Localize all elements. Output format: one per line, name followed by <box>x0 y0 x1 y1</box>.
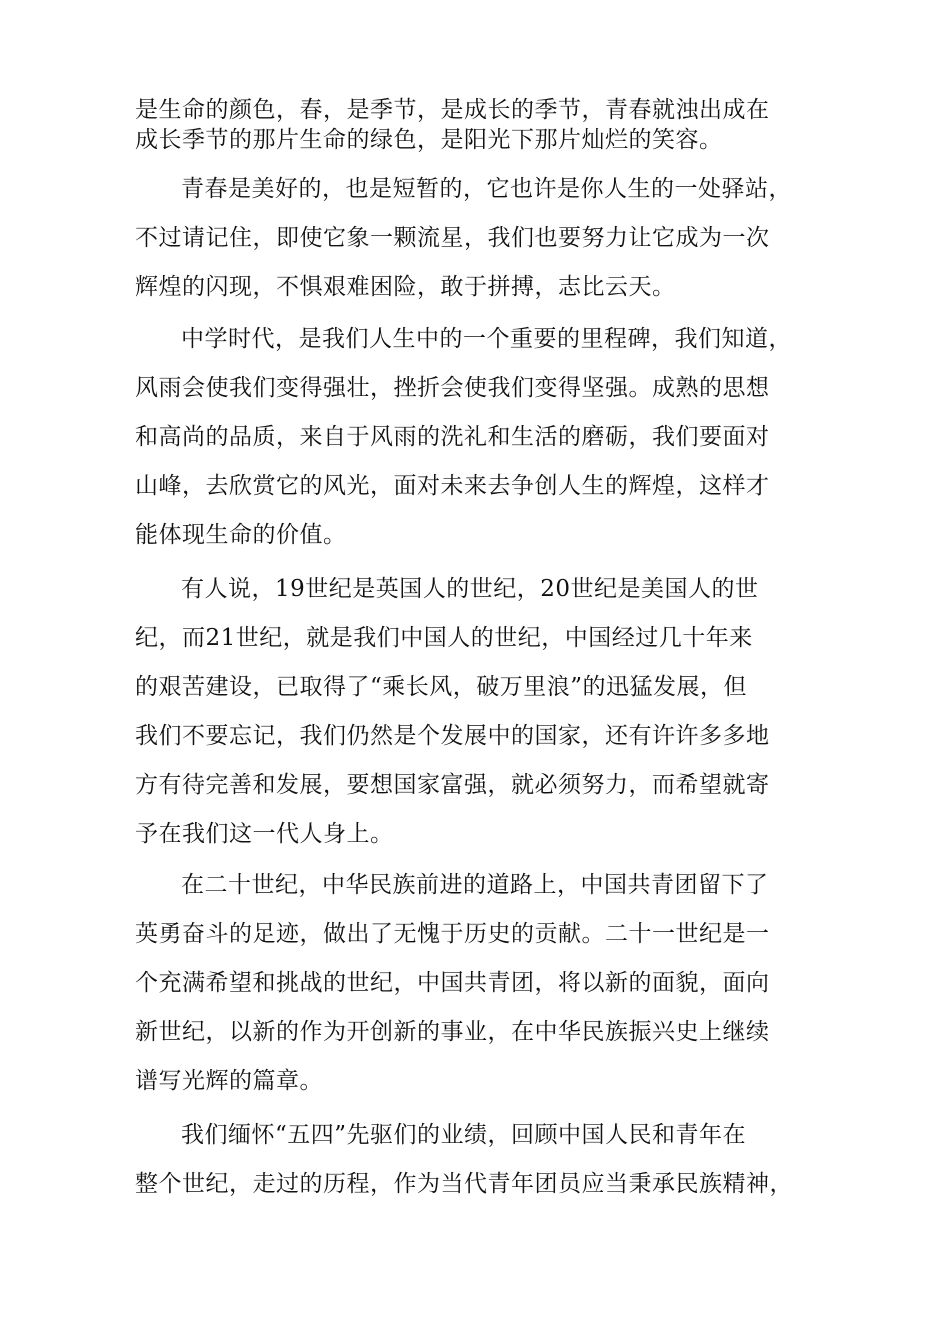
paragraph-line: 山峰，去欣赏它的风光，面对未来去争创人生的辉煌，这样才 <box>135 473 770 499</box>
paragraph-line: 个充满希望和挑战的世纪，中国共青团，将以新的面貌，面向 <box>135 970 770 996</box>
paragraph-line: 我们缅怀“五四”先驱们的业绩，回顾中国人民和青年在 <box>181 1122 747 1148</box>
paragraph-line: 予在我们这一代人身上。 <box>135 821 394 847</box>
paragraph-line: 谱写光辉的篇章。 <box>135 1068 323 1094</box>
paragraph-line: 整个世纪，走过的历程，作为当代青年团员应当秉承民族精神， <box>135 1171 793 1197</box>
paragraph-line: 青春是美好的，也是短暂的，它也许是你人生的一处驿站， <box>181 176 792 202</box>
paragraph-line: 纪，而21世纪，就是我们中国人的世纪，中国经过几十年来 <box>135 625 753 651</box>
paragraph-line: 成长季节的那片生命的绿色，是阳光下那片灿烂的笑容。 <box>135 127 723 153</box>
paragraph-line: 中学时代，是我们人生中的一个重要的里程碑，我们知道， <box>181 326 792 352</box>
paragraph-line: 是生命的颜色，春，是季节，是成长的季节，青春就浊出成在 <box>135 97 770 123</box>
paragraph-line: 不过请记住，即使它象一颗流星，我们也要努力让它成为一次 <box>135 225 770 251</box>
paragraph-line: 我们不要忘记，我们仍然是个发展中的国家，还有许许多多地 <box>135 723 770 749</box>
paragraph-line: 的艰苦建设，已取得了“乘长风，破万里浪”的迅猛发展，但 <box>135 674 748 700</box>
paragraph-line: 能体现生命的价值。 <box>135 522 347 548</box>
paragraph-line: 有人说，19世纪是英国人的世纪，20世纪是美国人的世 <box>181 576 759 602</box>
paragraph-line: 风雨会使我们变得强壮，挫折会使我们变得坚强。成熟的思想 <box>135 375 770 401</box>
paragraph-line: 英勇奋斗的足迹，做出了无愧于历史的贡献。二十一世纪是一 <box>135 921 770 947</box>
paragraph-line: 在二十世纪，中华民族前进的道路上，中国共青团留下了 <box>181 872 769 898</box>
paragraph-line: 辉煌的闪现，不惧艰难困险，敢于拼搏，志比云天。 <box>135 274 676 300</box>
paragraph-line: 和高尚的品质，来自于风雨的洗礼和生活的磨砺，我们要面对 <box>135 424 770 450</box>
paragraph-line: 新世纪，以新的作为开创新的事业，在中华民族振兴史上继续 <box>135 1019 770 1045</box>
paragraph-line: 方有待完善和发展，要想国家富强，就必须努力，而希望就寄 <box>135 772 770 798</box>
